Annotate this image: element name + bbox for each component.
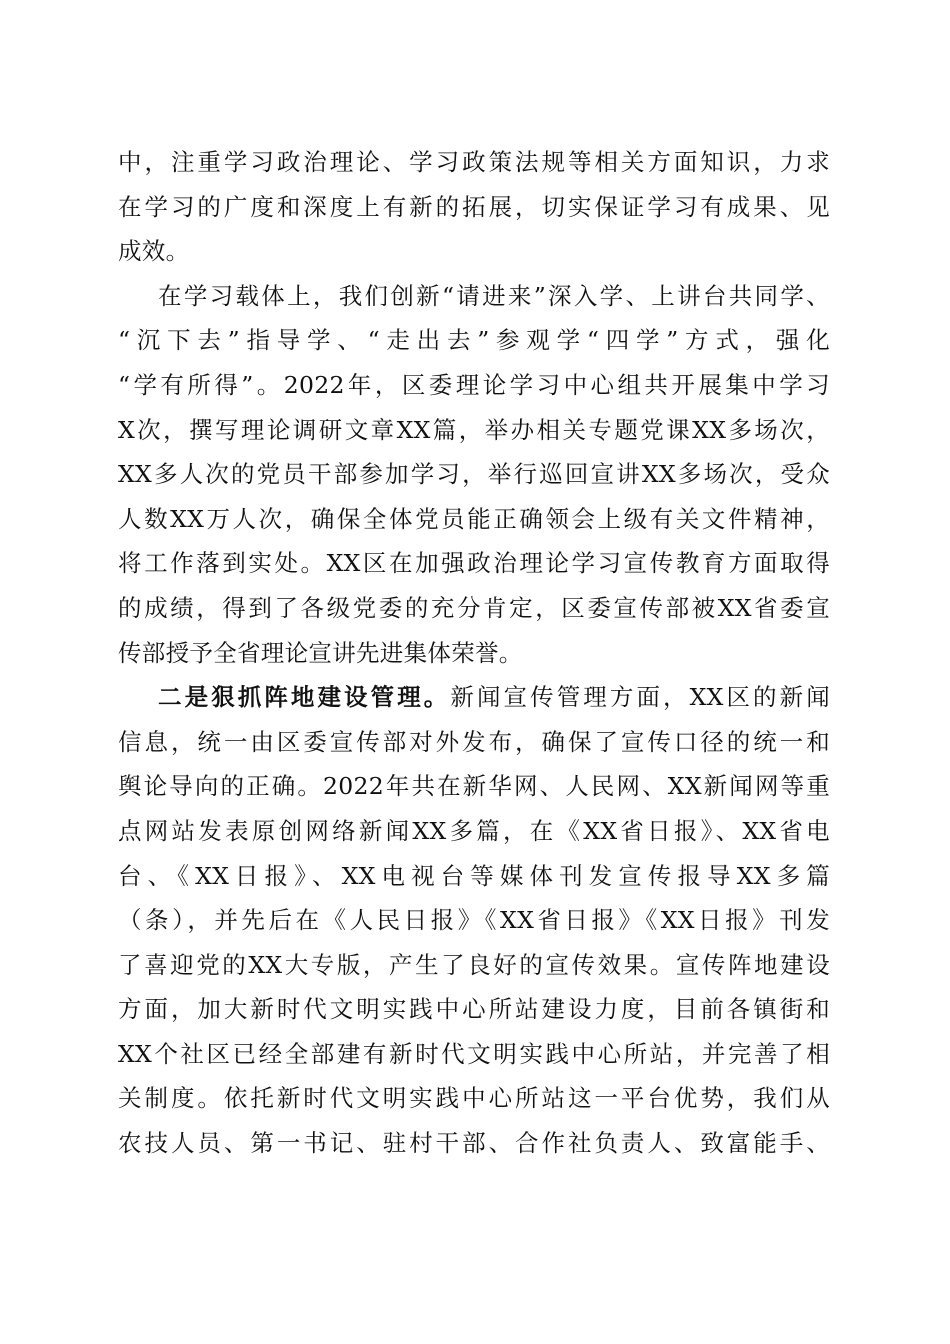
text-line: 点网站发表原创网络新闻XX多篇，在《XX省日报》、XX省电 — [118, 816, 830, 845]
text-line: 农技人员、第一书记、驻村干部、合作社负责人、致富能手、 — [118, 1129, 830, 1158]
text-line: 中，注重学习政治理论、学习政策法规等相关方面知识，力求 — [118, 148, 830, 176]
text-line: X次，撰写理论调研文章XX篇，举办相关专题党课XX多场次， — [118, 415, 830, 444]
text-line: 舆论导向的正确。2022年共在新华网、人民网、XX新闻网等重 — [118, 772, 830, 801]
paragraph-first-line: 在学习载体上，我们创新“请进来”深入学、上讲台共同学、 — [158, 281, 830, 310]
document-body — [118, 140, 830, 1166]
text-line: 传部授予全省理论宣讲先进集体荣誉。 — [118, 638, 523, 667]
text-line: （条），并先后在《人民日报》《XX省日报》《XX日报》刊发 — [118, 906, 830, 935]
text-line: 成效。 — [118, 237, 190, 266]
text-line: “学有所得”。2022年，区委理论学习中心组共开展集中学习 — [118, 370, 830, 399]
text-line: “沉下去”指导学、“走出去”参观学“四学”方式，强化 — [118, 326, 830, 355]
text-line: 关制度。依托新时代文明实践中心所站这一平台优势，我们从 — [118, 1084, 830, 1113]
text-line: XX个社区已经全部建有新时代文明实践中心所站，并完善了相 — [118, 1039, 830, 1068]
text-line: 方面，加大新时代文明实践中心所站建设力度，目前各镇街和 — [118, 995, 830, 1024]
text-line: 信息，统一由区委宣传部对外发布，确保了宣传口径的统一和 — [118, 727, 830, 756]
text-line: 将工作落到实处。XX区在加强政治理论学习宣传教育方面取得 — [118, 549, 830, 578]
text-line: XX多人次的党员干部参加学习，举行巡回宣讲XX多场次，受众 — [118, 460, 830, 489]
text-line: 人数XX万人次，确保全体党员能正确领会上级有关文件精神， — [118, 504, 830, 533]
text-line: 在学习的广度和深度上有新的拓展，切实保证学习有成果、见 — [118, 192, 830, 221]
text-line: 的成绩，得到了各级党委的充分肯定，区委宣传部被XX省委宣 — [118, 593, 830, 622]
text-line: 台、《XX日报》、XX电视台等媒体刊发宣传报导XX多篇 — [118, 861, 830, 890]
section-two-lead-text: 新闻宣传管理方面，XX区的新闻 — [450, 683, 830, 712]
section-heading: 二是狠抓阵地建设管理。 — [158, 683, 451, 712]
text-line: 了喜迎党的XX大专版，产生了良好的宣传效果。宣传阵地建设 — [118, 950, 830, 979]
section-two-first-line — [118, 675, 830, 720]
